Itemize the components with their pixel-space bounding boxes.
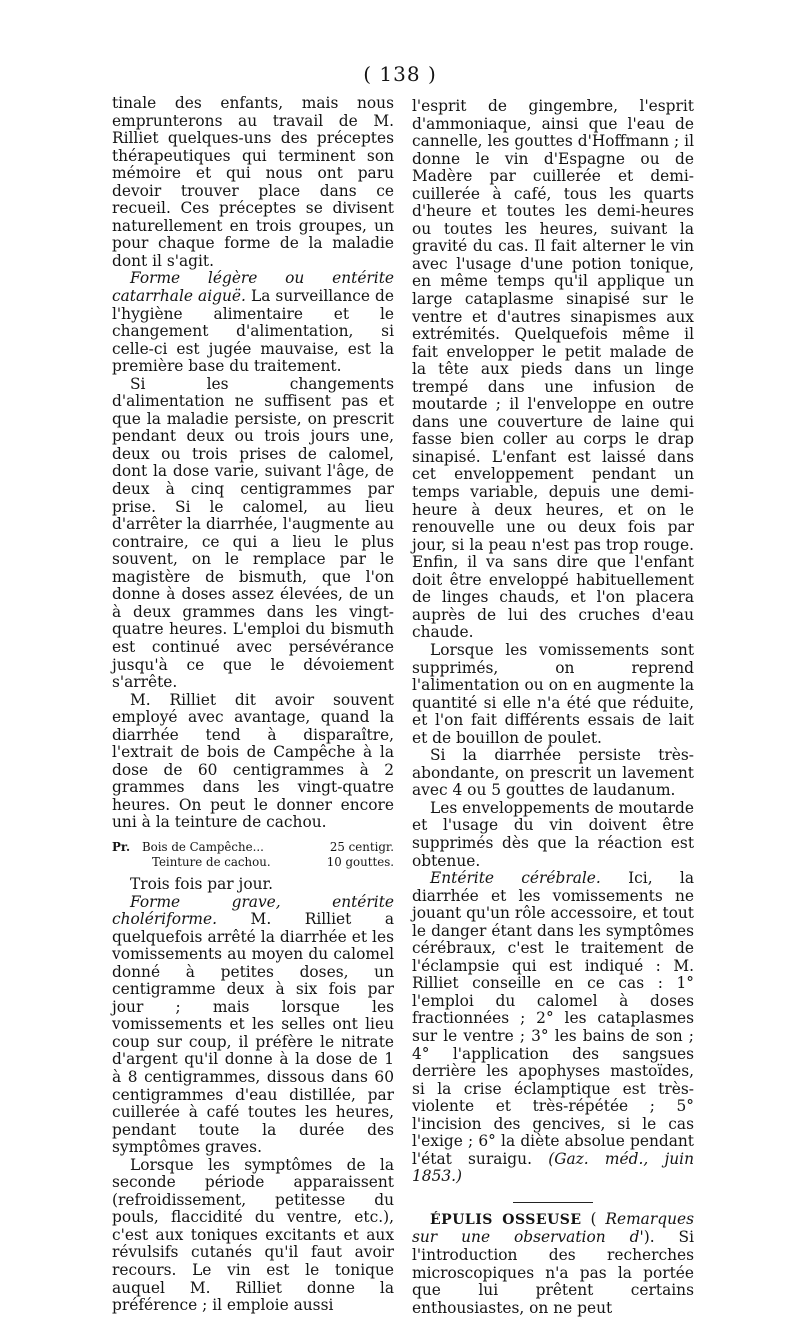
prescription-item: Bois de Campêche... <box>142 839 264 854</box>
section-title: Forme légère ou entérite catarrhale aiguë. <box>112 269 394 306</box>
section-divider <box>513 1202 593 1203</box>
prescription-item: Teinture de cachou. <box>152 854 271 869</box>
paragraph <box>112 894 394 1157</box>
paragraph-text: Ici, la diarrhée et les vomissements ne jouant qu'un rôle accessoire, et tout le danger étant dans les symptômes cérébraux, c'est le traitement de l'éclampsie qui est indiqué : M. Rilliet conseille en ce cas : 1° l'emploi du calomel à doses fractionnées ; 2° les cataplasmes sur le ventre ; 3° les bains de son ; 4° l'application des sangsues derrière les apophyses mastoïdes, si la crise éclamptique est très-violente et très-répétée ; 5° l'incision des gencives, si le cas l'exige ; 6° la diète absolue pendant l'état suraigu. <box>412 869 695 1168</box>
article-heading: ÉPULIS OSSEUSE <box>430 1211 582 1228</box>
article-subtitle: Remarques sur une observation d' <box>412 1209 694 1247</box>
paragraph-text: La surveillance de l'hygiène alimentaire et le changement d'alimentation, si celle-ci est jugée mauvaise, est la première base du traitement. <box>112 287 395 376</box>
section-title: Entérite cérébrale. <box>430 869 601 888</box>
paragraph: l'esprit de gingembre, l'esprit d'ammoniaque, ainsi que l'eau de cannelle, les gouttes d'Hoffmann ; il donne le vin d'Espagne ou de Madère par cuillerée et demi-cuillerée à café, tous les quarts d'heure et toutes les demi-heures ou toutes les heures, suivant la gravité du cas. Il fait alterner le vin avec l'usage d'une potion tonique, en même temps qu'il applique un large cataplasme sinapisé sur le ventre et d'autres sinapismes aux extrémités. Quelquefois même il fait envelopper le petit malade de la tête aux pieds dans un linge trempé dans une infusion de moutarde ; il l'enveloppe en outre dans une couverture de laine qui fasse bien coller au corps le drap sinapisé. L'enfant est laissé dans cet enveloppement pendant un temps variable, depuis une demi-heure à deux heures, et on le renouvelle une ou deux fois par jour, si la peau n'est pas trop rouge. Enfin, il va sans dire que l'enfant doit être enveloppé habituellement de linges chauds, et l'on placera auprès de lui des cruches d'eau chaude. <box>412 97 694 642</box>
paragraph: Les enveloppements de moutarde et l'usage du vin doivent être supprimés dès que la réaction est obtenue. <box>412 798 694 870</box>
prescription-dose: 10 gouttes. <box>326 854 394 869</box>
prescription-dose: 25 centigr. <box>329 839 394 854</box>
paragraph: Trois fois par jour. <box>130 874 274 893</box>
paragraph <box>412 870 694 1186</box>
paragraph <box>112 270 394 375</box>
prescription <box>112 840 394 870</box>
paragraph: Si les changements d'alimentation ne suffisent pas et que la maladie persiste, on prescrit pendant deux ou trois jours une, deux ou trois prises de calomel, dont la dose varie, suivant l'âge, de deux à cinq centigrammes par prise. Si le calomel, au lieu d'arrêter la diarrhée, l'augmente au contraire, ce qui a lieu le plus souvent, on le remplace par le magistère de bismuth, que l'on donne à doses assez élevées, de un à deux grammes dans les vingt-quatre heures. L'emploi du bismuth est continué avec persévérance jusqu'à ce que le dévoiement s'arrête. <box>112 374 394 692</box>
section-title: Forme grave, entérite cholériforme. <box>112 892 394 929</box>
left-column <box>112 95 394 1315</box>
right-column <box>412 98 694 1317</box>
paren: ( <box>581 1209 606 1228</box>
paragraph: Si la diarrhée persiste très-abondante, on prescrit un lavement avec 4 ou 5 gouttes de laudanum. <box>412 746 694 800</box>
paragraph: Lorsque les vomissements sont supprimés, on reprend l'alimentation ou on en augmente la quantité si elle n'a été que réduite, et l'on fait différents essais de lait et de bouillon de poulet. <box>412 640 694 747</box>
paragraph-text: Si l'introduction des recherches microscopiques n'a pas la portée que lui prêtent certains enthousiastes, on ne peut <box>412 1228 695 1317</box>
citation: (Gaz. méd., juin 1853.) <box>412 1149 694 1186</box>
paren: ). <box>643 1228 679 1247</box>
paragraph-text: M. Rilliet a quelquefois arrêté la diarrhée et les vomissements au moyen du calomel donné à petites doses, un centigramme deux à six fois par jour ; mais lorsque les vomissements et les selles ont lieu coup sur coup, il préfère le nitrate d'argent qu'il donne à la dose de 1 à 8 centigrammes, dissous dans 60 centigrammes d'eau distillée, par cuillerée à café toutes les heures, pendant toute la durée des symptômes graves. <box>112 910 394 1157</box>
paragraph: Lorsque les symptômes de la seconde période apparaissent (refroidissement, petitesse du pouls, flaccidité du ventre, etc.), c'est aux toniques excitants et aux révulsifs cutanés qu'il faut avoir recours. Le vin est le tonique auquel M. Rilliet donne la préférence ; il emploie aussi <box>112 1155 394 1315</box>
prescription-label: Pr. <box>112 839 131 854</box>
paragraph: tinale des enfants, mais nous emprunterons au travail de M. Rilliet quelques-uns des préceptes thérapeutiques qui terminent son mémoire et qui nous ont paru devoir trouver place dans ce recueil. Ces préceptes se divisent naturellement en trois groupes, un pour chaque forme de la maladie dont il s'agit. <box>112 94 394 270</box>
page-number: ( 138 ) <box>363 62 437 86</box>
paragraph <box>412 1211 694 1317</box>
paragraph: M. Rilliet dit avoir souvent employé avec avantage, quand la diarrhée tend à disparaître, l'extrait de bois de Campêche à la dose de 60 centigrammes à 2 grammes dans les vingt-quatre heures. On peut le donner encore uni à la teinture de cachou. <box>112 690 394 832</box>
